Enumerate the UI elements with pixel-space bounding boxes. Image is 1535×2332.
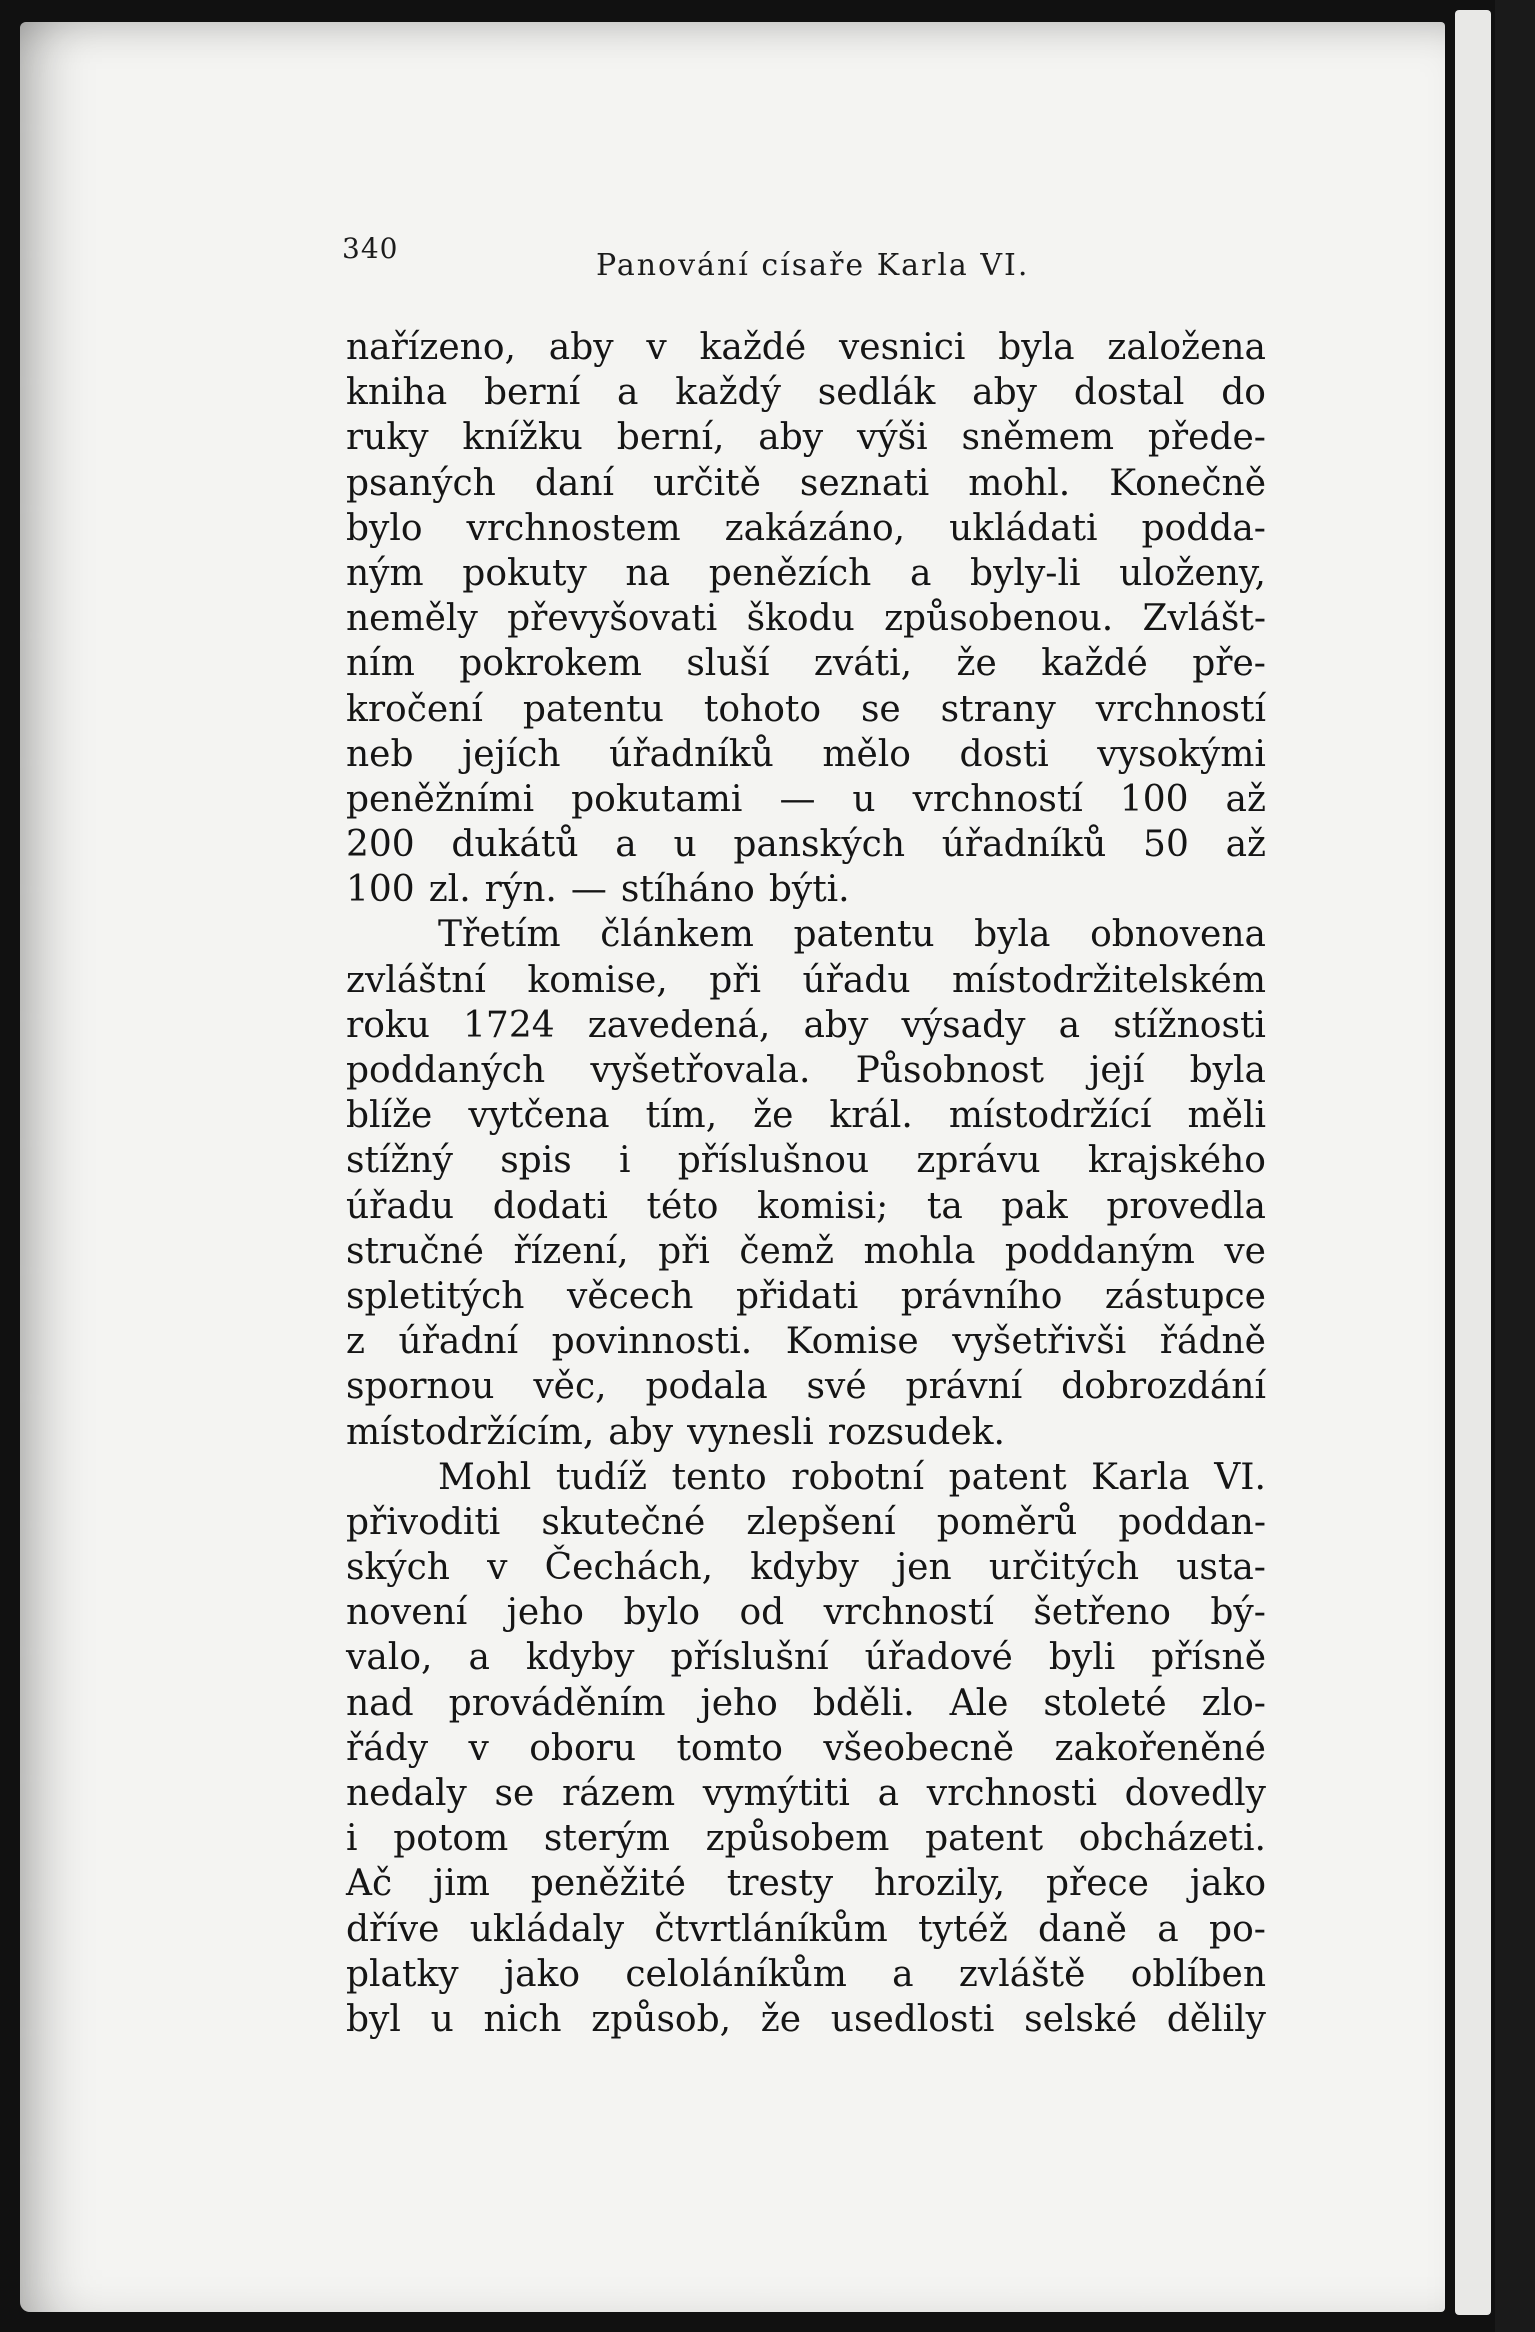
word: sedlák — [817, 372, 936, 414]
word: dosti — [959, 733, 1049, 775]
word: Konečně — [1109, 462, 1266, 504]
word: peněžními — [346, 778, 535, 820]
word: přece — [1045, 1863, 1149, 1905]
word: se — [860, 688, 901, 730]
word: ských — [346, 1547, 450, 1589]
word: článkem — [600, 914, 754, 956]
word: u — [673, 824, 697, 866]
word: vrchností — [912, 778, 1083, 820]
text-line — [346, 777, 1266, 822]
word: každé — [699, 327, 807, 368]
word: potom — [393, 1818, 509, 1860]
word: rázem — [562, 1773, 676, 1814]
word: všeobecně — [823, 1727, 1015, 1769]
word: od — [739, 1592, 785, 1634]
word: zprávu — [916, 1140, 1041, 1182]
word: patent — [925, 1818, 1044, 1860]
word: až — [1225, 824, 1266, 866]
word: vynesli — [687, 1411, 814, 1453]
word: dobrozdání — [1061, 1366, 1266, 1408]
word: krajského — [1087, 1140, 1266, 1182]
word: i — [618, 1140, 631, 1182]
word: měli — [1187, 1095, 1266, 1137]
word: daně — [1037, 1908, 1127, 1950]
word: ným — [346, 552, 424, 594]
word: Karla — [1091, 1456, 1190, 1498]
word: zvláštní — [346, 959, 486, 1001]
word: u — [852, 778, 876, 820]
page-number: 340 — [342, 232, 399, 265]
word: tytéž — [918, 1908, 1008, 1950]
word: podala — [645, 1366, 768, 1408]
word: převyšovati — [507, 598, 718, 640]
word: poměrů — [936, 1501, 1078, 1543]
word: úřadu — [802, 959, 911, 1001]
word: spis — [500, 1140, 572, 1182]
word: Ale — [949, 1682, 1009, 1724]
word: aby — [608, 1411, 674, 1453]
word: poddaným — [1004, 1230, 1195, 1272]
word: vrchnostem — [466, 507, 681, 549]
word: příslušní — [670, 1637, 829, 1679]
word: po- — [1209, 1908, 1266, 1950]
word: oblíben — [1130, 1953, 1266, 1995]
word: aby — [803, 1004, 869, 1046]
word: určitých — [988, 1547, 1140, 1589]
word: sněmem — [961, 417, 1115, 459]
word: u — [430, 1998, 454, 2040]
word: daní — [534, 462, 615, 504]
word: provedla — [1106, 1185, 1266, 1227]
word: úřadníků — [609, 733, 774, 775]
word: z — [346, 1321, 365, 1363]
word: aby — [548, 327, 614, 368]
word: dodati — [492, 1185, 608, 1227]
word: škodu — [746, 598, 855, 640]
word: vrchností — [1095, 688, 1266, 730]
word: pokuty — [462, 552, 587, 594]
word: jako — [503, 1953, 581, 1995]
text-line — [346, 1138, 1266, 1183]
word: ve — [1224, 1230, 1266, 1272]
word: a — [892, 1953, 914, 1995]
word: kdyby — [525, 1637, 635, 1679]
text-line — [346, 1816, 1266, 1861]
text-line — [346, 822, 1266, 867]
word: pře- — [1192, 643, 1266, 685]
word: řízení, — [513, 1230, 629, 1272]
word: strany — [940, 688, 1056, 730]
word: Čechách, — [544, 1547, 714, 1589]
word: byla — [974, 914, 1051, 956]
word: berní, — [616, 417, 725, 459]
text-line — [346, 1364, 1266, 1409]
word: seznati — [799, 462, 930, 504]
word: komisi; — [757, 1185, 889, 1227]
word: bděli. — [812, 1682, 915, 1724]
word: prováděním — [448, 1682, 666, 1724]
word: ta — [926, 1185, 963, 1227]
word: do — [1221, 372, 1266, 414]
word: při — [658, 1230, 710, 1272]
running-head: Panování císaře Karla VI. — [596, 248, 1030, 283]
word: a — [909, 552, 932, 594]
text-line — [346, 1907, 1266, 1952]
word: král. — [829, 1095, 913, 1137]
word: věc, — [533, 1366, 607, 1408]
word: každé — [1041, 643, 1148, 685]
word: Komise — [785, 1321, 919, 1363]
word: vyšetřovala. — [590, 1050, 811, 1091]
word: peněžité — [530, 1863, 686, 1905]
word: 100 — [346, 869, 415, 911]
word: jim — [433, 1863, 490, 1905]
word: patentu — [522, 688, 664, 730]
word: bý- — [1210, 1592, 1266, 1634]
word: pokrokem — [459, 643, 642, 685]
word: že — [753, 1095, 794, 1137]
next-page-edge — [1455, 10, 1491, 2315]
text-line — [346, 551, 1266, 596]
word: selské — [1024, 1998, 1138, 2040]
word: skutečné — [541, 1501, 706, 1543]
word: pak — [1001, 1185, 1068, 1227]
word: tresty — [726, 1863, 834, 1905]
word: i — [346, 1818, 358, 1860]
word: oboru — [529, 1727, 637, 1769]
word: byl — [346, 1998, 401, 2040]
text-line — [346, 1274, 1266, 1319]
word: rozsudek. — [827, 1411, 1005, 1453]
word: tento — [671, 1456, 767, 1498]
text-line — [346, 1635, 1266, 1680]
word: pokutami — [571, 778, 743, 820]
word: roku — [346, 1004, 430, 1046]
word: a — [1157, 1908, 1179, 1950]
word: příslušnou — [677, 1140, 870, 1182]
word: panských — [733, 824, 906, 866]
word: podda- — [1141, 507, 1266, 549]
word: ukládati — [949, 507, 1098, 549]
word: usedlosti — [830, 1998, 995, 2040]
body-text — [346, 325, 1266, 2042]
text-line — [346, 506, 1266, 551]
word: stoleté — [1043, 1682, 1167, 1724]
word: dostal — [1073, 372, 1185, 414]
word: vysokými — [1097, 733, 1266, 775]
text-line — [346, 325, 1266, 370]
word: své — [806, 1366, 867, 1408]
word: 100 — [1119, 778, 1189, 820]
text-line — [346, 867, 1266, 912]
word: ukládaly — [469, 1908, 625, 1950]
word: právního — [900, 1275, 1063, 1317]
text-line — [346, 912, 1266, 957]
text-line — [346, 1093, 1266, 1138]
word: čtvrtláníkům — [654, 1908, 888, 1950]
text-line — [346, 1997, 1266, 2042]
word: jen — [896, 1547, 952, 1589]
word: bylo — [623, 1592, 701, 1634]
word: knížku — [462, 417, 583, 459]
word: nedaly — [346, 1773, 467, 1814]
word: zakořeněné — [1054, 1727, 1266, 1769]
word: povinnosti. — [551, 1321, 753, 1363]
word: nich — [483, 1998, 562, 2040]
text-line — [346, 641, 1266, 686]
word: řádně — [1159, 1321, 1266, 1363]
word: určitě — [653, 462, 761, 504]
word: ruky — [346, 417, 429, 459]
word: sterým — [543, 1818, 670, 1860]
word: patentu — [793, 914, 935, 956]
word: aby — [758, 417, 824, 459]
text-line — [346, 1184, 1266, 1229]
word: místodržitelském — [951, 959, 1266, 1001]
word: berní — [483, 372, 581, 414]
word: jeho — [700, 1682, 778, 1724]
word: dukátů — [451, 824, 579, 866]
word: tomto — [676, 1727, 783, 1769]
text-line — [346, 1861, 1266, 1906]
word: vytčena — [468, 1095, 610, 1137]
word: spornou — [346, 1366, 495, 1408]
word: jeho — [506, 1592, 584, 1634]
word: Ač — [346, 1863, 393, 1905]
word: způsob, — [591, 1998, 732, 2040]
word: přísně — [1151, 1637, 1266, 1679]
text-line — [346, 1455, 1266, 1500]
word: 1724 — [463, 1004, 555, 1046]
word: býti. — [768, 869, 850, 911]
word: poddaných — [346, 1050, 546, 1091]
word: bylo — [346, 507, 423, 549]
word: že — [956, 643, 997, 685]
word: celoláníkům — [625, 1953, 847, 1995]
text-line — [346, 1410, 1266, 1455]
word: aby — [972, 372, 1038, 414]
word: výsady — [901, 1004, 1026, 1046]
word: vrchností — [823, 1592, 994, 1634]
word: 50 — [1143, 824, 1189, 866]
word: Působnost — [855, 1050, 1045, 1091]
word: kniha — [346, 372, 448, 414]
word: tím, — [645, 1095, 718, 1137]
word: mělo — [822, 733, 911, 775]
word: zváti, — [813, 643, 913, 685]
word: jako — [1189, 1863, 1266, 1905]
text-line — [346, 958, 1266, 1003]
word: a — [615, 824, 637, 866]
word: v — [646, 327, 667, 368]
word: tudíž — [555, 1456, 647, 1498]
word: mohla — [863, 1230, 976, 1272]
word: přede- — [1147, 417, 1266, 459]
word: stíháno — [620, 869, 755, 911]
word: až — [1225, 778, 1266, 820]
word: vesnici — [838, 327, 966, 368]
word: dovedly — [1124, 1773, 1266, 1814]
word: — — [570, 869, 607, 911]
word: platky — [346, 1953, 459, 1995]
text-line — [346, 1952, 1266, 1997]
word: obcházeti. — [1078, 1818, 1266, 1860]
word: vyšetřivši — [952, 1321, 1127, 1363]
word: 200 — [346, 824, 415, 866]
word: patent — [948, 1456, 1067, 1498]
word: stručné — [346, 1230, 484, 1272]
text-line — [346, 1545, 1266, 1590]
word: rýn. — [484, 869, 557, 911]
word: výši — [856, 417, 928, 459]
word: způsobem — [705, 1818, 890, 1860]
word: jejích — [462, 733, 561, 775]
word: komise, — [527, 959, 668, 1001]
word: zakázáno, — [724, 507, 906, 549]
word: nad — [346, 1682, 414, 1724]
word: penězích — [708, 552, 872, 594]
word: zavedená, — [587, 1004, 771, 1046]
word: se — [494, 1773, 535, 1814]
word: vrchnosti — [926, 1773, 1097, 1814]
word: šetřeno — [1033, 1592, 1171, 1634]
word: v — [468, 1727, 489, 1769]
word: úřadové — [864, 1637, 1013, 1679]
word: místodržící — [948, 1095, 1152, 1137]
word: každý — [675, 372, 781, 414]
word: stížnosti — [1113, 1004, 1266, 1046]
word: její — [1089, 1050, 1145, 1091]
word: valo, — [346, 1637, 433, 1679]
word: na — [625, 552, 671, 594]
word: psaných — [346, 462, 496, 504]
word: spletitých — [346, 1275, 525, 1317]
word: sluší — [686, 643, 770, 685]
text-line — [346, 1319, 1266, 1364]
text-line — [346, 370, 1266, 415]
word: obnovena — [1090, 914, 1266, 956]
word: tohoto — [703, 688, 822, 730]
word: a — [468, 1637, 490, 1679]
text-line — [346, 1726, 1266, 1771]
word: byla — [1189, 1050, 1266, 1091]
text-line — [346, 1681, 1266, 1726]
word: hrozily, — [873, 1863, 1006, 1905]
word: zl. — [428, 869, 471, 911]
text-line — [346, 1771, 1266, 1816]
word: čemž — [739, 1230, 834, 1272]
word: a — [877, 1773, 900, 1814]
word: nařízeno, — [346, 327, 516, 368]
text-line — [346, 732, 1266, 777]
word: poddan- — [1118, 1501, 1266, 1543]
word: byly-li — [970, 552, 1081, 594]
word: usta- — [1176, 1547, 1266, 1589]
word: přidati — [735, 1275, 859, 1317]
text-line — [346, 461, 1266, 506]
word: při — [709, 959, 761, 1001]
word: a — [617, 372, 639, 414]
text-line — [346, 1048, 1266, 1093]
text-line — [346, 1003, 1266, 1048]
word: Zvlášt- — [1142, 598, 1266, 640]
word: ním — [346, 643, 415, 685]
text-line — [346, 1590, 1266, 1635]
word: úřadníků — [941, 824, 1107, 866]
word: blíže — [346, 1095, 433, 1137]
text-line — [346, 415, 1266, 460]
text-line — [346, 1229, 1266, 1274]
word: způsobenou. — [884, 598, 1114, 640]
word: že — [760, 1998, 802, 2040]
text-line — [346, 1500, 1266, 1545]
scan-right-border — [1495, 0, 1535, 2332]
word: přivoditi — [346, 1501, 501, 1543]
word: dělily — [1166, 1998, 1266, 2040]
word: byli — [1048, 1637, 1116, 1679]
word: uloženy, — [1119, 552, 1266, 594]
word: byla — [998, 327, 1075, 368]
word: věcech — [567, 1275, 694, 1317]
word: Třetím — [438, 914, 561, 956]
word: zástupce — [1104, 1275, 1266, 1317]
word: novení — [346, 1592, 468, 1634]
word: dříve — [346, 1908, 440, 1950]
text-line — [346, 687, 1266, 732]
word: zvláště — [958, 1953, 1086, 1995]
word: vymýtiti — [702, 1773, 850, 1814]
word: neb — [346, 733, 414, 775]
word: úřadní — [398, 1321, 519, 1363]
word: a — [1058, 1004, 1081, 1046]
word: robotní — [791, 1456, 925, 1498]
word: zlepšení — [746, 1501, 896, 1543]
word: kročení — [346, 688, 483, 730]
word: mohl. — [968, 462, 1071, 504]
word: právní — [905, 1366, 1023, 1408]
word: založena — [1107, 327, 1266, 368]
word: Mohl — [438, 1456, 532, 1498]
word: úřadu — [346, 1185, 455, 1227]
word: místodržícím, — [346, 1411, 595, 1453]
word: stížný — [346, 1140, 453, 1182]
word: kdyby — [750, 1547, 859, 1589]
word: v — [487, 1547, 508, 1589]
text-line — [346, 596, 1266, 641]
word: řády — [346, 1727, 429, 1769]
page-header — [326, 232, 1286, 292]
word: této — [646, 1185, 719, 1227]
word: VI. — [1214, 1456, 1266, 1498]
word: neměly — [346, 598, 478, 640]
word: zlo- — [1201, 1682, 1266, 1724]
word: — — [779, 778, 816, 820]
